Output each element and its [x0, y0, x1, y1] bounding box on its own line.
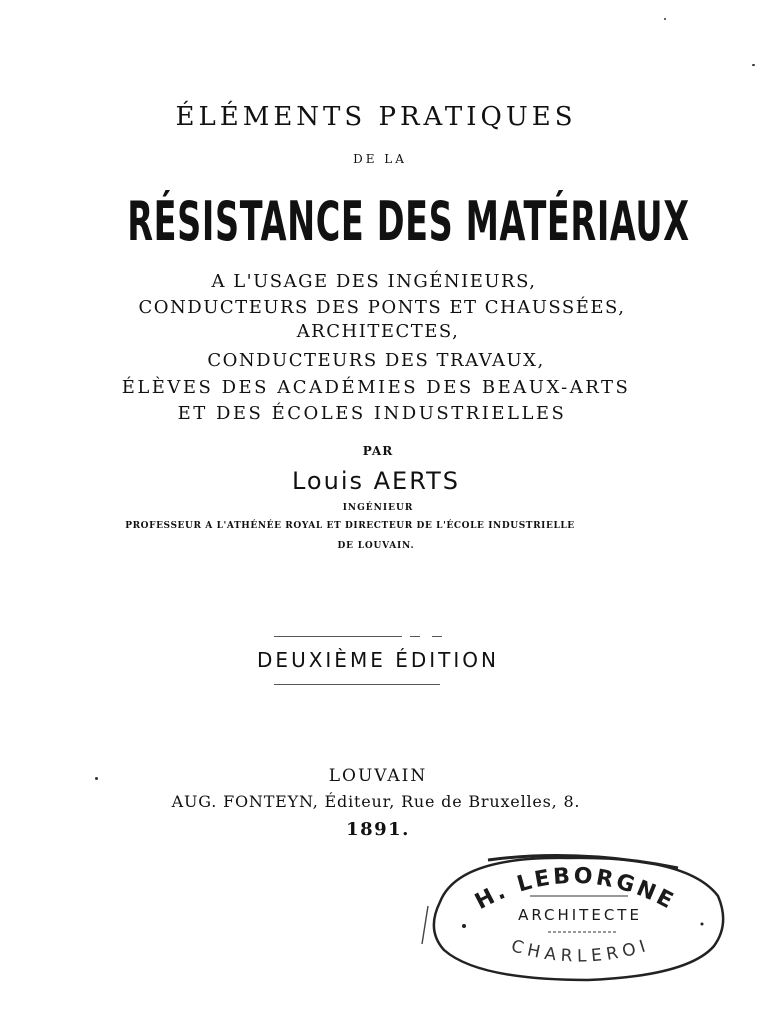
- author-by: PAR: [362, 444, 394, 458]
- stamp-star: [462, 924, 466, 928]
- divider-top-dash: [432, 636, 442, 637]
- subtitle-line-4: CONDUCTEURS DES TRAVAUX,: [207, 350, 545, 371]
- speck: [95, 777, 98, 780]
- author-name: Louis AERTS: [291, 467, 461, 495]
- author-city: DE LOUVAIN.: [337, 541, 415, 551]
- main-title: RÉSISTANCE DES MATÉRIAUX: [127, 190, 690, 253]
- speck: [664, 18, 666, 20]
- imprint-year: 1891.: [346, 819, 410, 840]
- imprint-city: LOUVAIN: [328, 766, 428, 786]
- speck: [752, 64, 755, 66]
- subtitle-line-2: CONDUCTEURS DES PONTS ET CHAUSSÉES,: [138, 297, 626, 318]
- divider-top: [274, 636, 402, 637]
- stamp-middle-text: ARCHITECTE: [518, 906, 642, 924]
- divider-top-dash: [410, 636, 420, 637]
- author-role: INGÉNIEUR: [342, 503, 414, 513]
- edition: DEUXIÈME ÉDITION: [257, 648, 499, 672]
- imprint-publisher: AUG. FONTEYN, Éditeur, Rue de Bruxelles, 8.: [171, 792, 581, 811]
- subtitle-line-3: ARCHITECTES,: [296, 321, 460, 342]
- title-line-1: ÉLÉMENTS PRATIQUES: [175, 102, 577, 132]
- title-line-2: DE LA: [353, 152, 407, 166]
- stamp-star: [701, 923, 704, 926]
- divider-bottom: [274, 684, 440, 685]
- architect-stamp: [418, 846, 728, 986]
- stamp-top-text: H. LEBORGNE: [471, 863, 680, 916]
- subtitle-line-1: A L'USAGE DES INGÉNIEURS,: [211, 271, 537, 292]
- subtitle-line-6: ET DES ÉCOLES INDUSTRIELLES: [177, 403, 567, 424]
- stamp-bottom-text: CHARLEROI: [508, 935, 653, 967]
- stamp-edge: [422, 906, 428, 944]
- subtitle-line-5: ÉLÈVES DES ACADÉMIES DES BEAUX-ARTS: [121, 377, 631, 398]
- author-position: PROFESSEUR A L'ATHÉNÉE ROYAL ET DIRECTEUR DE L'ÉCOLE INDUSTRIELLE: [125, 521, 575, 531]
